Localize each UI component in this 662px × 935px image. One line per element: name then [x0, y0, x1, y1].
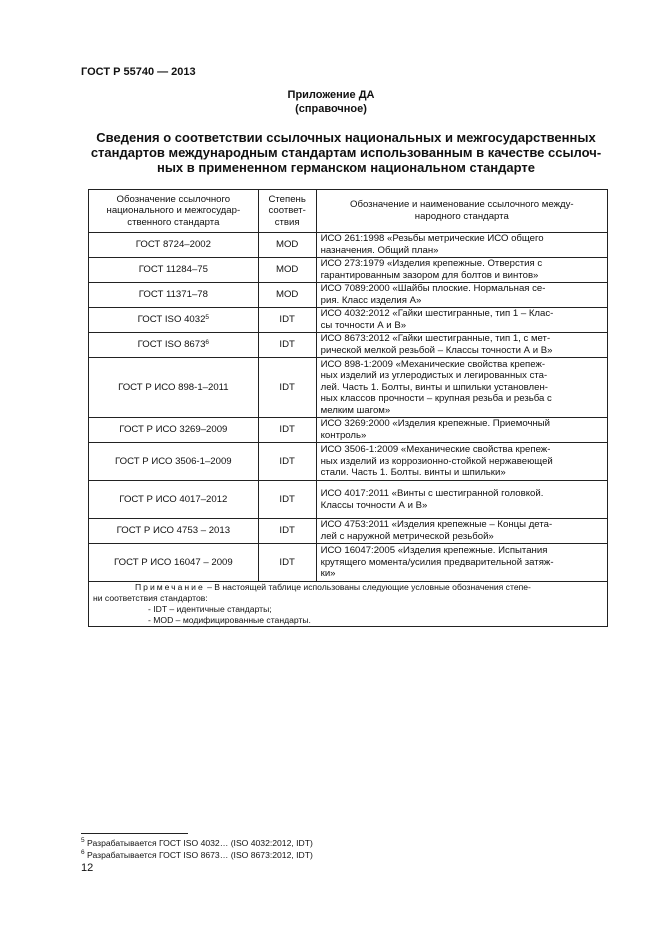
national-code-cell: ГОСТ Р ИСО 898-1–2011	[89, 358, 259, 418]
table-row	[89, 418, 608, 443]
note-item: - MOD – модифицированные стандарты.	[148, 615, 311, 625]
column-header-international-standard: Обозначение и наименование ссылочного между- народного стандарта	[316, 190, 607, 233]
appendix-title: Приложение ДА	[287, 89, 375, 101]
international-standard-cell: ИСО 273:1979 «Изделия крепежные. Отверстия с гарантированным зазором для болтов и винтов»	[316, 258, 607, 283]
column-header-degree: Степень соответ- ствия	[258, 190, 316, 233]
national-code-cell: ГОСТ 11284–75	[89, 258, 259, 283]
footnote: $^6$ Разрабатывается ГОСТ ISO 8673… (ISO 8673:2012, IDT)	[81, 849, 313, 860]
note-text: ни соответствия стандартов:	[93, 593, 208, 603]
correspondence-table	[88, 189, 608, 627]
national-code-cell: ГОСТ Р ИСО 4017–2012	[89, 481, 259, 519]
table-row	[89, 358, 608, 418]
national-code-cell: ГОСТ Р ИСО 4753 – 2013	[89, 519, 259, 544]
degree-cell: MOD	[258, 258, 316, 283]
appendix-heading	[0, 88, 662, 116]
international-standard-cell: ИСО 16047:2005 «Изделия крепежные. Испытания крутящего момента/усилия предварительной затяж- ки»	[316, 544, 607, 582]
degree-cell: IDT	[258, 544, 316, 582]
international-standard-cell: ИСО 7089:2000 «Шайбы плоские. Нормальная се- рия. Класс изделия А»	[316, 283, 607, 308]
degree-cell: IDT	[258, 418, 316, 443]
title-line: ных в примененном германском национальном стандарте	[156, 160, 536, 175]
table-row	[89, 283, 608, 308]
footnote: $^5$ Разрабатывается ГОСТ ISO 4032… (ISO 4032:2012, IDT)	[81, 837, 313, 848]
national-code-cell: ГОСТ Р ИСО 16047 – 2009	[89, 544, 259, 582]
degree-cell: IDT	[258, 358, 316, 418]
degree-cell: MOD	[258, 233, 316, 258]
national-code-cell: ГОСТ 11371–78	[89, 283, 259, 308]
table-row	[89, 481, 608, 519]
international-standard-cell: ИСО 4017:2011 «Винты с шестигранной головкой. Классы точности А и В»	[316, 481, 607, 519]
international-standard-cell: ИСО 3506-1:2009 «Механические свойства крепеж- ных изделий из коррозионно-стойкой нержавеющей стали. Часть 1. Болты. винты и шпильки»	[316, 443, 607, 481]
footnote-mark: 5	[81, 837, 85, 844]
note-label: Примечание	[135, 582, 205, 592]
degree-cell: IDT	[258, 519, 316, 544]
column-header-national-standard: Обозначение ссылочного национального и межгосудар- ственного стандарта	[89, 190, 259, 233]
international-standard-cell: ИСО 4032:2012 «Гайки шестигранные, тип 1 – Клас- сы точности А и В»	[316, 308, 607, 333]
footnote-ref: 6	[205, 339, 210, 347]
table-row	[89, 443, 608, 481]
degree-cell: IDT	[258, 481, 316, 519]
degree-cell: IDT	[258, 443, 316, 481]
degree-cell: MOD	[258, 283, 316, 308]
table-row	[89, 544, 608, 582]
table-header-row	[89, 190, 608, 233]
footnotes	[81, 837, 313, 861]
page-number: 12	[81, 862, 94, 874]
footnote-mark: 6	[81, 849, 85, 856]
degree-cell: IDT	[258, 333, 316, 358]
title-line: Сведения о соответствии ссылочных национальных и межгосударственных	[96, 130, 596, 145]
table-note-row	[89, 582, 608, 627]
national-code-cell: ГОСТ ISO 4032$^5$	[89, 308, 259, 333]
national-code-cell: ГОСТ ISO 8673$^6$	[89, 333, 259, 358]
table-row	[89, 333, 608, 358]
table-row	[89, 258, 608, 283]
national-code-cell: ГОСТ Р ИСО 3506-1–2009	[89, 443, 259, 481]
degree-cell: IDT	[258, 308, 316, 333]
document-header: ГОСТ Р 55740 — 2013	[81, 66, 196, 78]
international-standard-cell: ИСО 4753:2011 «Изделия крепежные – Концы дета- лей с наружной метрической резьбой»	[316, 519, 607, 544]
international-standard-cell: ИСО 8673:2012 «Гайки шестигранные, тип 1, с мет- рической мелкой резьбой – Классы точности А и В»	[316, 333, 607, 358]
table-row	[89, 233, 608, 258]
table-row	[89, 519, 608, 544]
table-note	[89, 582, 608, 627]
note-item: - IDT – идентичные стандарты;	[148, 604, 272, 614]
footnote-divider	[81, 833, 188, 834]
page-title	[78, 130, 614, 175]
table-row	[89, 308, 608, 333]
international-standard-cell: ИСО 261:1998 «Резьбы метрические ИСО общего назначения. Общий план»	[316, 233, 607, 258]
title-line: стандартов международным стандартам использованным в качестве ссылоч-	[90, 145, 602, 160]
international-standard-cell: ИСО 898-1:2009 «Механические свойства крепеж- ных изделий из углеродистых и легированных ста- лей. Часть 1. Болты, винты и шпильки установлен- ных классов прочности – крупная резьба и резьба с мелким шагом»	[316, 358, 607, 418]
international-standard-cell: ИСО 3269:2000 «Изделия крепежные. Приемочный контроль»	[316, 418, 607, 443]
appendix-subtitle: (справочное)	[295, 103, 367, 115]
national-code-cell: ГОСТ Р ИСО 3269–2009	[89, 418, 259, 443]
note-text: – В настоящей таблице использованы следующие условные обозначения степе-	[204, 582, 531, 592]
national-code-cell: ГОСТ 8724–2002	[89, 233, 259, 258]
footnote-ref: 5	[205, 314, 210, 322]
